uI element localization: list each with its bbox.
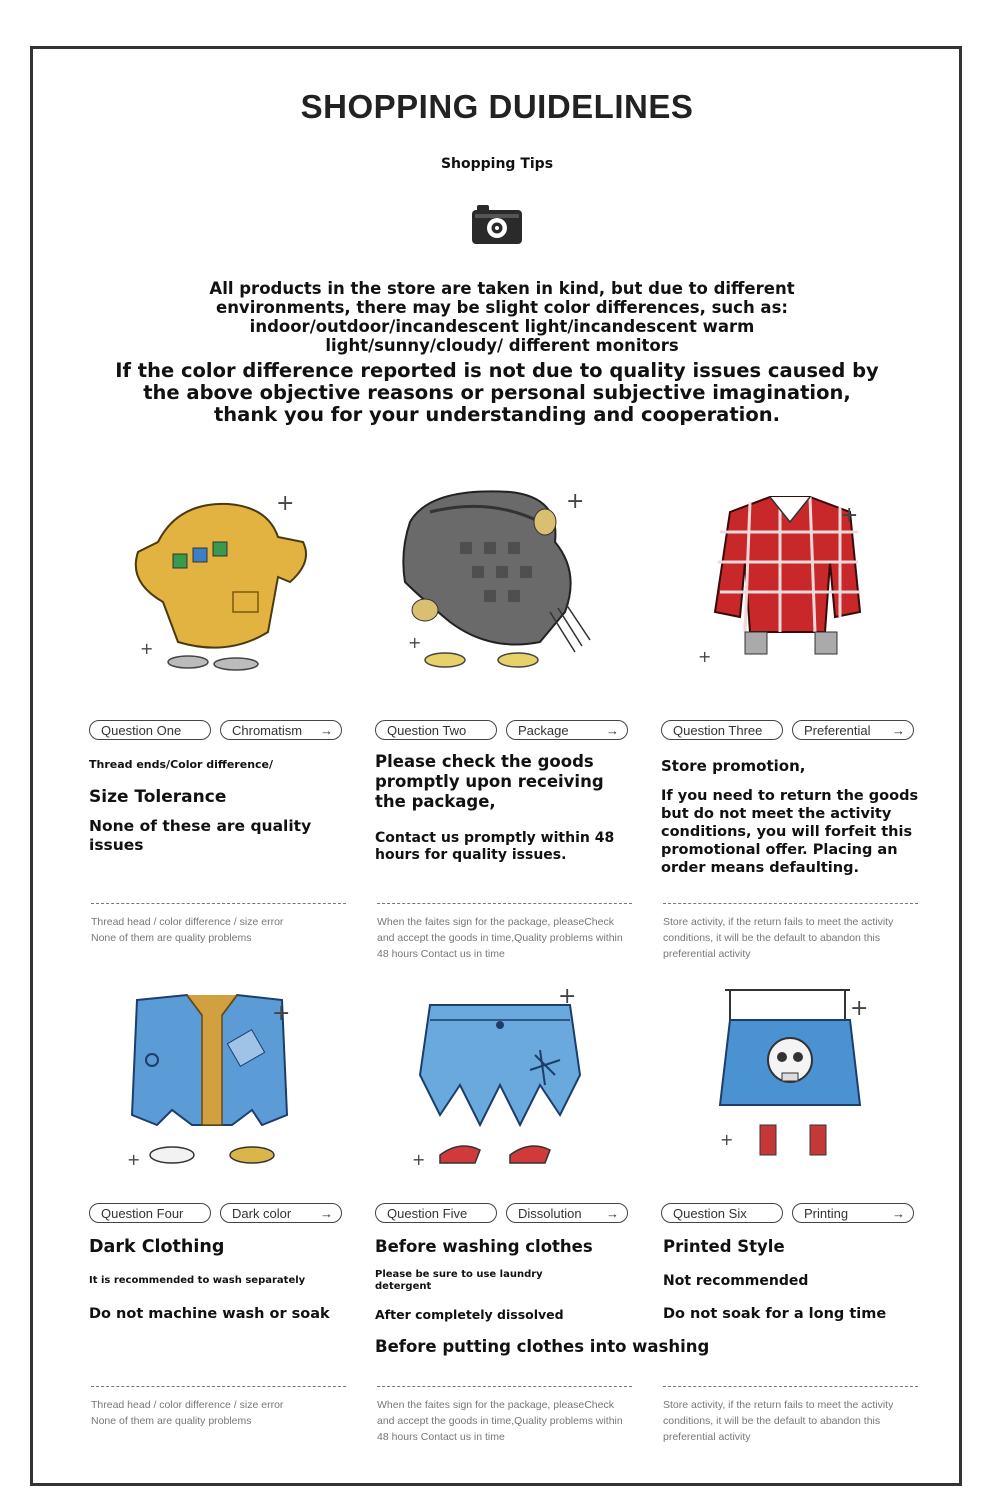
package-pill xyxy=(506,720,628,740)
card-four-line-2: It is recommended to wash separately xyxy=(89,1275,306,1286)
card-six-line-1: Printed Style xyxy=(663,1237,785,1256)
dissolution-pill xyxy=(506,1203,628,1223)
dissolution-label: Dissolution xyxy=(518,1206,582,1221)
arrow-right-icon: → xyxy=(320,1206,333,1221)
divider xyxy=(91,1386,346,1387)
denim-vest-illustration xyxy=(112,975,312,1175)
card-one-line-1: Thread ends/Color difference/ xyxy=(89,758,274,771)
notice-text: If the color difference reported is not due to quality issues caused by the above objective reasons or personal subjective imagination, thank you for your understanding and cooperation. xyxy=(115,359,879,426)
card-four-line-1: Dark Clothing xyxy=(89,1237,225,1257)
page-subtitle: Shopping Tips xyxy=(440,156,554,172)
divider xyxy=(663,1386,918,1387)
question-one-pill: Question One xyxy=(89,720,211,740)
card-four-line-3: Do not machine wash or soak xyxy=(89,1306,330,1322)
card-three-line-2: If you need to return the goods but do not meet the activity conditions, you will forfeit this promotional offer. Placing an order means defaulting. xyxy=(661,788,919,876)
question-three-pills xyxy=(661,720,917,742)
card-five-line-1: Before washing clothes xyxy=(375,1237,593,1256)
preferential-label: Preferential xyxy=(804,723,871,738)
card-two-fine-print: When the faites sign for the package, pleaseCheck and accept the goods in time,Quality problems within 48 hours Contact us in time xyxy=(377,916,623,960)
divider xyxy=(663,903,918,904)
svg-text:+: + xyxy=(412,1150,426,1169)
divider xyxy=(377,1386,632,1387)
chromatism-pill xyxy=(220,720,342,740)
card-one-line-3: None of these are quality issues xyxy=(89,817,312,854)
divider xyxy=(377,903,632,904)
card-three-line-1: Store promotion, xyxy=(661,757,806,775)
question-four-pill: Question Four xyxy=(89,1203,211,1223)
printing-label: Printing xyxy=(804,1206,849,1221)
arrow-right-icon: → xyxy=(892,1206,905,1221)
printing-pill xyxy=(792,1203,914,1223)
camera-icon xyxy=(471,203,523,245)
arrow-right-icon: → xyxy=(606,723,619,738)
question-six-pill: Question Six xyxy=(661,1203,783,1223)
package-label: Package xyxy=(518,723,569,738)
dark-color-pill xyxy=(220,1203,342,1223)
question-two-pills xyxy=(375,720,631,742)
dark-color-label: Dark color xyxy=(232,1206,292,1221)
question-five-pills xyxy=(375,1203,631,1225)
svg-text:+: + xyxy=(272,1001,291,1026)
question-two-pill: Question Two xyxy=(375,720,497,740)
arrow-right-icon: → xyxy=(606,1206,619,1221)
card-six-line-3: Do not soak for a long time xyxy=(663,1306,887,1322)
arrow-right-icon: → xyxy=(320,723,333,738)
denim-shorts-illustration xyxy=(400,975,600,1175)
plaid-coat-illustration xyxy=(690,482,890,682)
question-five-pill: Question Five xyxy=(375,1203,497,1223)
card-two-line-2: Contact us promptly within 48 hours for quality issues. xyxy=(375,830,615,863)
svg-text:+: + xyxy=(127,1150,141,1169)
chromatism-label: Chromatism xyxy=(232,723,303,738)
question-one-pills xyxy=(89,720,345,742)
sweater-illustration xyxy=(118,482,318,682)
svg-text:+: + xyxy=(276,491,295,516)
card-one-fine-print: Thread head / color difference / size error None of them are quality problems xyxy=(91,916,284,944)
intro-text: All products in the store are taken in kind, but due to different environments, there may be slight color differences, such as: indoor/outdoor/incandescent light/incandescent warm light/sunny/cloudy/ different monitors xyxy=(209,279,795,355)
skull-skirt-illustration xyxy=(690,975,890,1175)
card-five-line-4: Before putting clothes into washing xyxy=(375,1337,710,1356)
svg-text:+: + xyxy=(850,996,869,1021)
card-two-line-1: Please check the goods promptly upon receiving the package, xyxy=(375,752,604,811)
svg-text:+: + xyxy=(840,503,859,528)
svg-text:+: + xyxy=(698,647,712,666)
question-three-pill: Question Three xyxy=(661,720,783,740)
preferential-pill xyxy=(792,720,914,740)
card-five-fine-print: When the faites sign for the package, pleaseCheck and accept the goods in time,Quality problems within 48 hours Contact us in time xyxy=(377,1399,623,1443)
card-five-line-3: After completely dissolved xyxy=(375,1307,564,1322)
page-title: SHOPPING DUIDELINES xyxy=(300,88,694,125)
card-six-line-2: Not recommended xyxy=(663,1273,809,1289)
svg-text:+: + xyxy=(566,489,585,514)
question-four-pills xyxy=(89,1203,345,1225)
scarf-illustration xyxy=(400,482,600,682)
card-six-fine-print: Store activity, if the return fails to meet the activity conditions, it will be the default to abandon this preferential activity xyxy=(663,1399,894,1443)
svg-text:+: + xyxy=(558,984,577,1009)
svg-text:+: + xyxy=(720,1130,734,1149)
card-four-fine-print: Thread head / color difference / size error None of them are quality problems xyxy=(91,1399,284,1427)
divider xyxy=(91,903,346,904)
card-five-line-2: Please be sure to use laundry detergent xyxy=(375,1269,543,1292)
arrow-right-icon: → xyxy=(892,723,905,738)
card-one-line-2: Size Tolerance xyxy=(89,787,227,807)
question-six-pills xyxy=(661,1203,917,1225)
svg-text:+: + xyxy=(140,639,154,658)
card-three-fine-print: Store activity, if the return fails to meet the activity conditions, it will be the default to abandon this preferential activity xyxy=(663,916,894,960)
svg-text:+: + xyxy=(408,633,422,652)
